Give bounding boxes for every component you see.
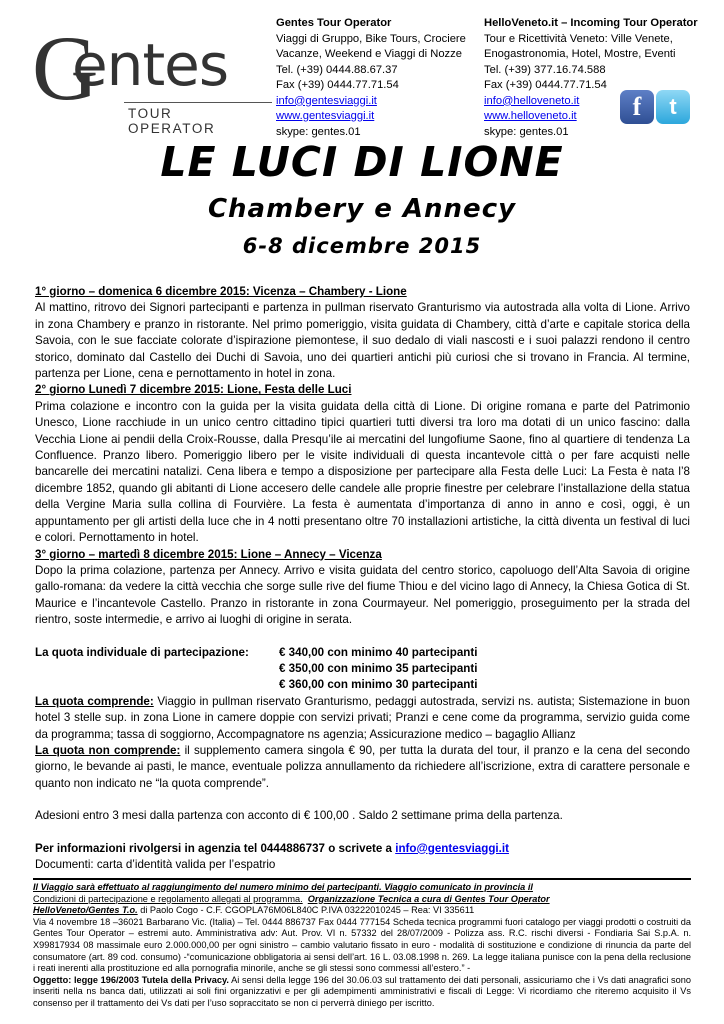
non-comprende-text: il supplemento camera singola € 90, per tutta la durata del tour, il pranzo e la cena del secondo giorno, le bevande ai pasti, le mance, eventuale polizza annullamento da richiedere all’iscrizione, extra di carattere personale e quanto non indicato ne “la quota comprende”. [35,743,690,790]
footer-conditions: Condizioni di partecipazione e regolamento allegati al programma. [33,893,303,904]
info-email-link[interactable]: info@gentesviaggi.it [395,841,509,855]
comprende-text: Viaggio in pullman riservato Granturismo, pedaggi autostrada, servizi ns. autista; Sistemazione in buon hotel 3 stelle sup. in zona Lione in camere doppie con servizi privati; Pranzi e cene come da programma, servizio guida come da programma; tassa di soggiorno, Accompagnatore ns agenzia; Assicurazione medico – bagaglio Allianz [35,694,690,741]
footer-legal [33,882,691,1010]
company-right-line: Tel. (+39) 377.16.74.588 [484,63,606,76]
trip-dates: 6-8 dicembre 2015 [242,234,482,258]
company-left-web-link[interactable]: www.gentesviaggi.it [276,110,375,122]
quota-comprende [35,694,690,743]
footer-privacy-text: Ai sensi della legge 196 del 30.06.03 sul trattamento dei dati personali, assicuriamo che i Vs dati anagrafici sono inseriti nella ns banca dati, utilizzati ai soli fini organizzativi e per gli adempimenti amministrativi e fiscali di Legge: Vi ricordiamo che riteremo acquisito il Vs consenso per il trattamento dei Vs dati per l’uso sopraccitato se non ci perverrà diniego per iscritto. [33,974,691,1008]
company-right-email-link[interactable]: info@helloveneto.it [484,94,580,107]
day1-text: Al mattino, ritrovo dei Signori partecipanti e partenza in pullman riservato Granturismo via autostrada alla volta di Lione. Arrivo in zona Chambery e pranzo in ristorante. Nel primo pomeriggio, visita guidata di Chambery, città d’arte e capitale storica della Savoia, con le sue facciate colorate d’ispirazione piemontese, il suo dedalo di viali nascosti e i suoi palazzi rendono il centro storico, dominato dal Castello dei Duchi di Savoia, uno dei quartieri antichi più curiosi che si trovano in Francia. Al termine, partenza per Lione, cena e pernottamento in hotel in zona. [35,301,690,381]
quota-price: € 350,00 con minimo 35 partecipanti [279,661,478,675]
footer-line5 [33,975,691,1010]
footer-organization: Organizzazione Tecnica a cura di Gentes Tour Operator [307,893,550,904]
comprende-label: La quota comprende: [35,694,154,708]
company-right-line: Tour e Ricettività Veneto: Ville Venete, [484,32,673,45]
company-right-line: Fax (+39) 0444.77.71.54 [484,79,607,91]
company-left-info [276,16,466,140]
facebook-icon[interactable]: f [620,90,654,124]
quota-row [35,661,690,677]
day2-text: Prima colazione e incontro con la guida per la visita guidata della città di Lione. Di origine romana e parte del Patrimonio Unesco, Lione racchiude in un unico centro cittadino tipici quartieri tutti diversi tra loro ma dotati di un unico fascino: dalla Vecchia Lione ai pendii della Croix-Rousse, dalla Presqu’ile ai mercatini del lungofiume Saone, fino al quartiere di tendenza La Confluence. Pranzo libero. Pomeriggio libero per le visite individuali di questa incantevole città o per fare acquisti nelle bancarelle dei mercatini natalizi. Cena libera e tempo a disposizione per partecipare alla Festa delle Luci: La Festa è nata l’8 dicembre 1852, quando gli abitanti di Lione accesero delle candele alle proprie finestre per celebrare l’installazione della statua della Vergine Maria sulla collina di Fourvière. La festa è aumentata d’importanza di anno in anno e così, oggi, è un appuntamento per gli artisti della luce che in 4 notti presentano oltre 70 installazioni artistiche, la città diventa un festival di luci e colori. Pernottamento in hotel. [35,399,690,545]
logo-name: entes [72,31,229,99]
quota-non-comprende [35,743,690,792]
footer-line3 [33,905,691,917]
company-left-line: Tel. (+39) 0444.88.67.37 [276,63,398,76]
page-subtitle: Chambery e Annecy [207,194,517,224]
company-right-line: Enogastronomia, Hotel, Mostre, Eventi [484,48,676,60]
company-right-name: HelloVeneto.it – Incoming Tour Operator [484,17,698,29]
day3-text: Dopo la prima colazione, partenza per Annecy. Arrivo e visita guidata del centro storico, capoluogo dell’Alta Savoia di origine gallo-romana: da vedere la città vecchia che sorge sulle rive del fiume Thiou e del vicino lago di Annecy, la Chiesa Gotica di St. Maurice e l’incantevole Castello. Pranzo in ristorante in zona Courmayeur. Nel pomeriggio, proseguimento per la strada del rientro, soste intermedie, e arrivo ai luoghi di origine in serata. [35,563,690,627]
company-right-web-link[interactable]: www.helloveneto.it [484,110,577,122]
quota-label: La quota individuale di partecipazione: [35,645,249,659]
footer-line1: Il Viaggio sarà effettuato al raggiungimento del numero minimo dei partecipanti. Viaggio comunicato in provincia il [33,882,533,892]
logo-subtitle: TOUR OPERATOR [128,106,216,136]
quota-price: € 360,00 con minimo 30 partecipanti [279,678,478,692]
page-title: LE LUCI DI LIONE [160,138,564,186]
company-left-line: Fax (+39) 0444.77.71.54 [276,79,399,91]
footer-company: HelloVeneto/Gentes T.o. [33,905,138,916]
footer-line4: Via 4 novembre 18 –36021 Barbarano Vic. (Italia) – Tel. 0444 886737 Fax 0444 777154 Scheda tecnica programmi fuori catalogo per viaggi prodotti o costruiti da Gentes Tour Operator – estremi auto. Amministrativa adv: Aut. Prov. VI n. 57332 del 28/07/2009 - Polizza ass. R.C. rischi diversi - Fondiaria Sai S.p.A. n. X99817934 08 massimale euro 2.000.000,00 per ogni sinistro – cambio valutario fissato in euro - modalità di sostituzione e condizione di rinuncia da parte del consumatore (art. 89 cod. consumo) -“comunicazione obbligatoria ai sensi dell’art. 16 L. 03.08.1998 n. 269. La legge italiana punisce con la pena della reclusione i reati inerenti alla prostituzione ed alla pornografia minorile, anche se gli stessi sono commessi all’estero.” - [33,916,691,974]
logo-letter: G [32,17,99,119]
company-left-skype: skype: gentes.01 [276,125,361,138]
logo-divider [124,102,272,103]
gentes-logo [32,17,262,136]
company-left-line: Viaggi di Gruppo, Bike Tours, Crociere [276,32,466,45]
info-line [35,841,690,857]
info-text: Per informazioni rivolgersi in agenzia tel 0444886737 o scrivete a [35,841,396,855]
footer-line2 [33,894,691,906]
non-comprende-label: La quota non comprende: [35,743,181,757]
quota-row [35,645,690,661]
footer-company-details: di Paolo Cogo - C.F. CGOPLA76M06L840C P.IVA 03222010245 – Rea: VI 335611 [137,905,475,916]
company-right-skype: skype: gentes.01 [484,125,569,138]
day3-heading: 3° giorno – martedì 8 dicembre 2015: Lione – Annecy – Vicenza [35,547,382,561]
company-left-email-link[interactable]: info@gentesviaggi.it [276,94,377,107]
quota-price: € 340,00 con minimo 40 partecipanti [279,645,478,659]
adesioni-text: Adesioni entro 3 mesi dalla partenza con acconto di € 100,00 . Saldo 2 settimane prima della partenza. [35,809,563,823]
twitter-icon[interactable]: t [656,90,690,124]
documenti-text: Documenti: carta d’identità valida per l’espatrio [35,858,276,871]
footer-divider [33,878,691,880]
day2-heading: 2° giorno Lunedì 7 dicembre 2015: Lione, Festa delle Luci [35,383,352,397]
footer-privacy-title: Oggetto: legge 196/2003 Tutela della Privacy. [33,974,229,985]
company-left-line: Vacanze, Weekend e Viaggi di Nozze [276,48,462,60]
quota-row [35,677,690,693]
day1-heading: 1° giorno – domenica 6 dicembre 2015: Vicenza – Chambery - Lione [35,285,407,298]
itinerary [35,284,690,873]
company-left-name: Gentes Tour Operator [276,17,392,29]
